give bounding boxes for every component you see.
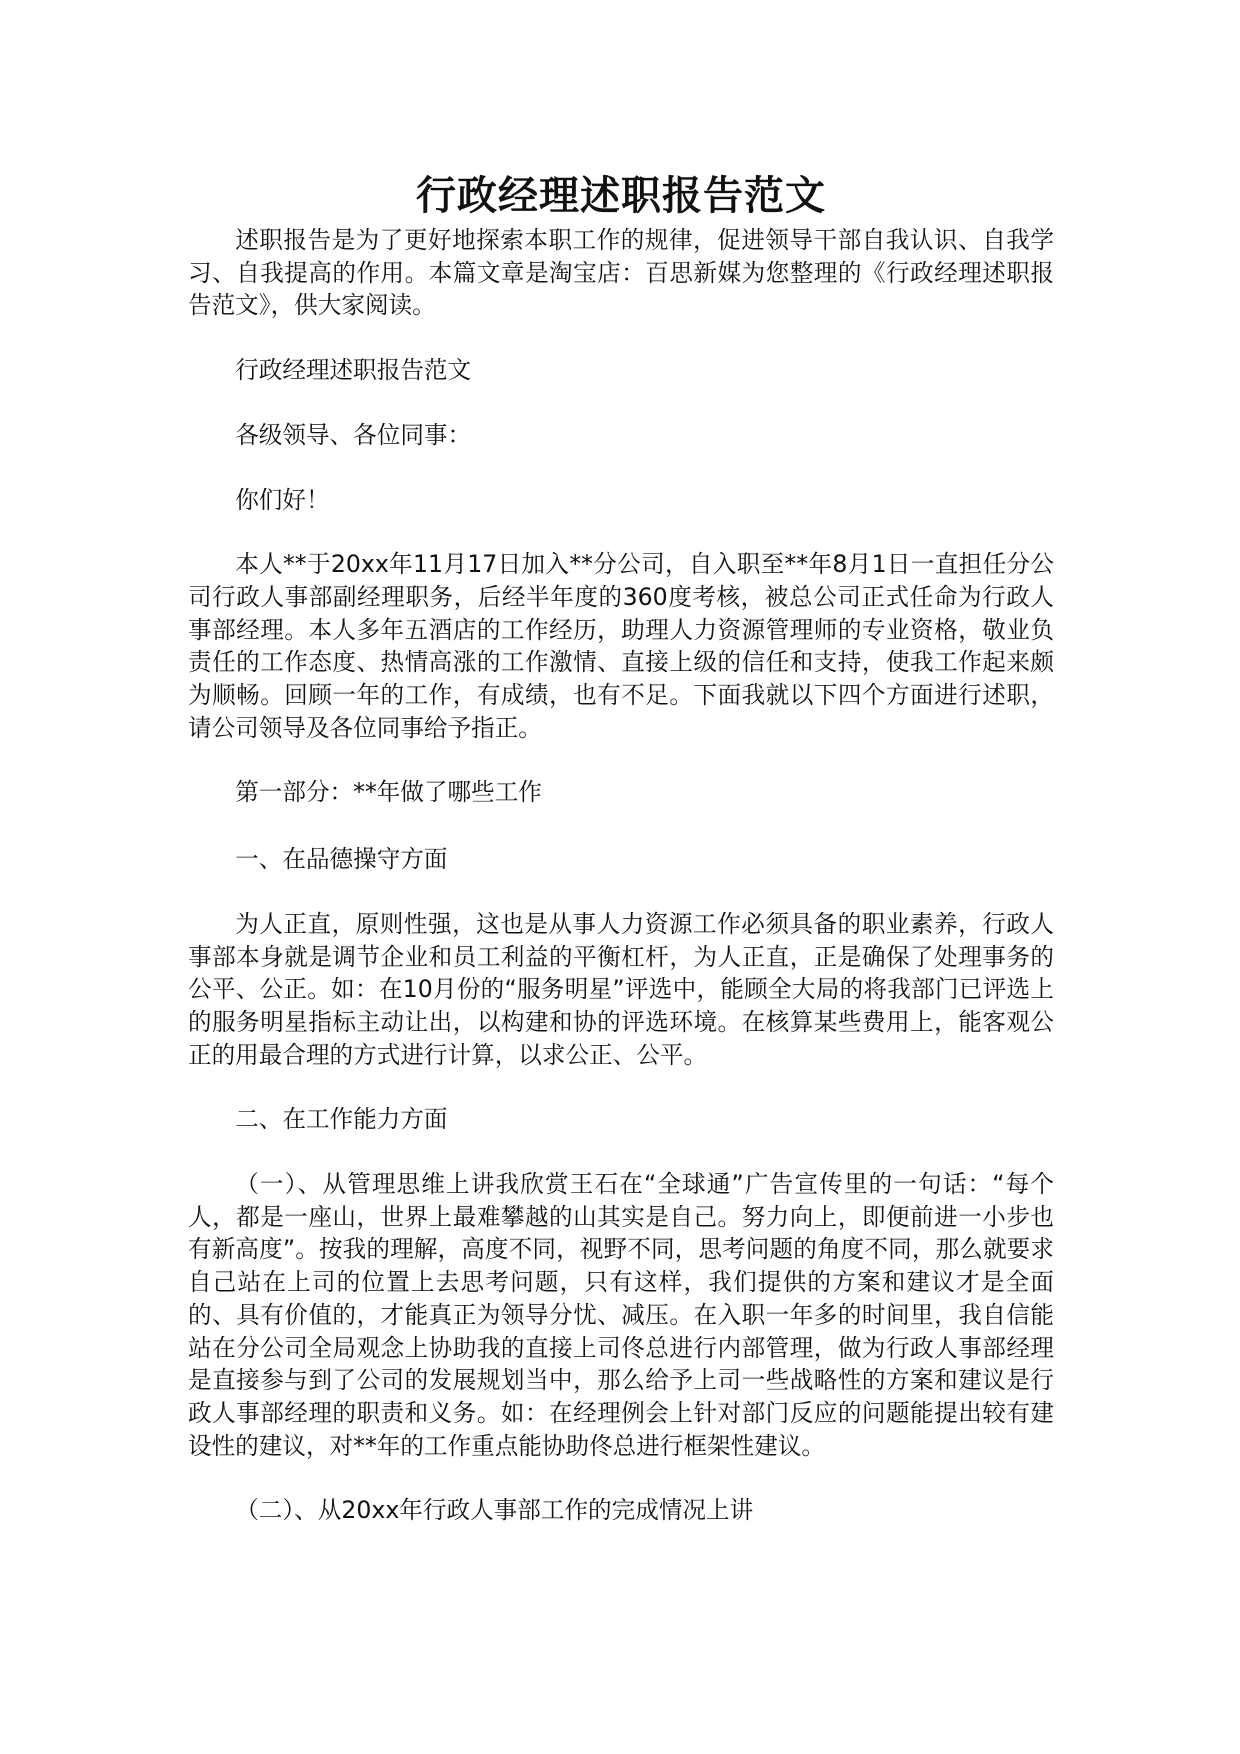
- document-page: [188, 168, 1054, 1527]
- greeting: 你们好！: [235, 485, 330, 514]
- subsection-two-heading: （二）、从20xx年行政人事部工作的完成情况上讲: [235, 1496, 754, 1525]
- report-heading: 行政经理述职报告范文: [235, 356, 472, 385]
- salutation: 各级领导、各位同事：: [235, 420, 472, 449]
- intro-paragraph: 述职报告是为了更好地探索本职工作的规律，促进领导干部自我认识、自我学习、自我提高的作用。本篇文章是淘宝店：百思新媒为您整理的《行政经理述职报告范文》，供大家阅读。: [188, 226, 1054, 320]
- management-thinking-paragraph: （一）、从管理思维上讲我欣赏王石在“全球通”广告宣传里的一句话：“每个人，都是一座山，世界上最难攀越的山其实是自己。努力向上，即便前进一小步也有新高度”。按我的理解，高度不同，视野不同，思考问题的角度不同，那么就要求自己站在上司的位置上去思考问题，只有这样，我们提供的方案和建议才是全面的、具有价值的，才能真正为领导分忧、减压。在入职一年多的时间里，我自信能站在分公司全局观念上协助我的直接上司佟总进行内部管理，做为行政人事部经理是直接参与到了公司的发展规划当中，那么给予上司一些战略性的方案和建议是行政人事部经理的职责和义务。如：在经理例会上针对部门反应的问题能提出较有建设性的建议，对**年的工作重点能协助佟总进行框架性建议。: [188, 1170, 1054, 1460]
- part-one-heading: 第一部分：**年做了哪些工作: [235, 778, 542, 807]
- document-title: 行政经理述职报告范文: [416, 173, 826, 219]
- integrity-paragraph: 为人正直，原则性强，这也是从事人力资源工作必须具备的职业素养，行政人事部本身就是调节企业和员工利益的平衡杠杆，为人正直，正是确保了处理事务的公平、公正。如：在10月份的“服务明星”评选中，能顾全大局的将我部门已评选上的服务明星指标主动让出，以构建和协的评选环境。在核算某些费用上，能客观公正的用最合理的方式进行计算，以求公正、公平。: [188, 909, 1054, 1069]
- self-introduction-paragraph: 本人**于20xx年11月17日加入**分公司，自入职至**年8月1日一直担任分公司行政人事部副经理职务，后经半年度的360度考核，被总公司正式任命为行政人事部经理。本人多年五酒店的工作经历，助理人力资源管理师的专业资格，敬业负责任的工作态度、热情高涨的工作激情、直接上级的信任和支持，使我工作起来颇为顺畅。回顾一年的工作，有成绩，也有不足。下面我就以下四个方面进行述职，请公司领导及各位同事给予指正。: [188, 550, 1054, 742]
- section-two-heading: 二、在工作能力方面: [235, 1105, 448, 1134]
- section-one-heading: 一、在品德操守方面: [235, 845, 448, 874]
